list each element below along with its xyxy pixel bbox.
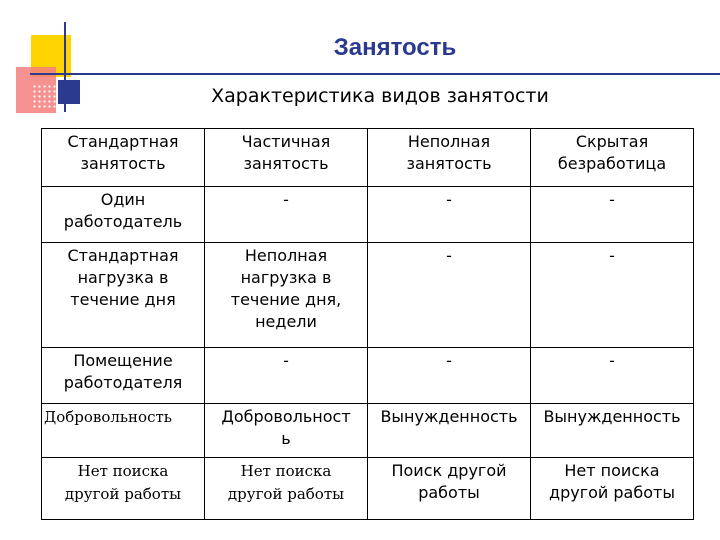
table-cell: Поиск другой работы xyxy=(368,457,531,519)
table-cell: Неполная нагрузка в течение дня, недели xyxy=(205,243,368,348)
header-hidden-unemployment: Скрытая безработица xyxy=(531,129,694,187)
slide-title: Занятость xyxy=(333,34,457,61)
table-cell: - xyxy=(205,187,368,243)
table-cell: Один работодатель xyxy=(42,187,205,243)
table-cell: - xyxy=(531,187,694,243)
table-cell: Добровольность xyxy=(42,403,205,457)
table-cell: - xyxy=(205,347,368,403)
table-cell: Нет поиска другой работы xyxy=(531,457,694,519)
table-cell: Вынужденность xyxy=(531,403,694,457)
table-cell: - xyxy=(531,347,694,403)
table-row xyxy=(42,457,694,519)
table-cell: - xyxy=(368,243,531,348)
header-partial-employment: Частичная занятость xyxy=(205,129,368,187)
table-cell: Нет поиска другой работы xyxy=(205,457,368,519)
table-cell: Вынужденность xyxy=(368,403,531,457)
table-row xyxy=(42,347,694,403)
table-cell: Помещение работодателя xyxy=(42,347,205,403)
table-row xyxy=(42,187,694,243)
header-incomplete-employment: Неполная занятость xyxy=(368,129,531,187)
slide-subtitle: Характеристика видов занятости xyxy=(211,85,549,107)
horizontal-rule xyxy=(30,73,720,75)
table-cell: - xyxy=(531,243,694,348)
table-row xyxy=(42,243,694,348)
header-standard-employment: Стандартная занятость xyxy=(42,129,205,187)
table-cell: Стандартная нагрузка в течение дня xyxy=(42,243,205,348)
table-cell: Добровольност ь xyxy=(205,403,368,457)
table-row xyxy=(42,403,694,457)
table-cell: Нет поиска другой работы xyxy=(42,457,205,519)
table-cell: - xyxy=(368,347,531,403)
table-header-row xyxy=(42,129,694,187)
table-cell: - xyxy=(368,187,531,243)
employment-types-table xyxy=(41,128,694,520)
